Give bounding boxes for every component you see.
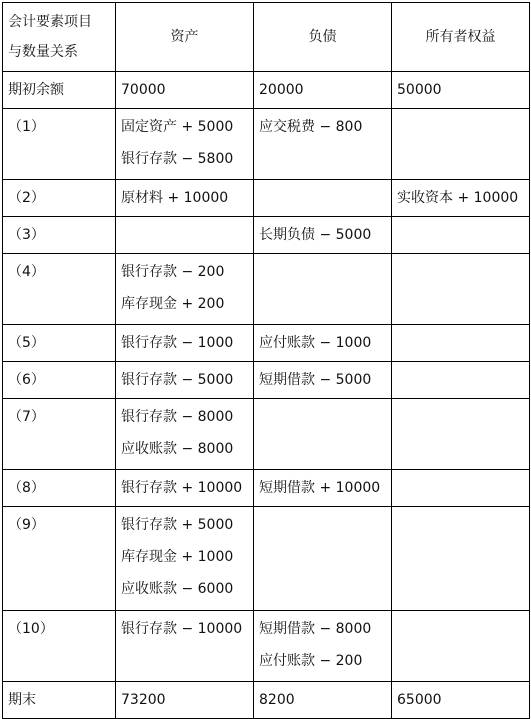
cell-entry: 库存现金 + 1000 (121, 549, 234, 565)
table-row (3, 109, 530, 180)
cell-entry: 银行存款 − 1000 (121, 335, 234, 351)
assets-cell (116, 109, 254, 180)
cell-entry: 银行存款 + 10000 (121, 480, 243, 496)
row-label-cell: （4） (3, 254, 116, 325)
equity-cell (392, 682, 530, 719)
liabilities-cell (254, 72, 392, 109)
cell-entry: 73200 (121, 692, 166, 708)
liabilities-cell (254, 325, 392, 362)
equity-cell (392, 362, 530, 399)
liabilities-cell (254, 109, 392, 180)
table-row (3, 254, 530, 325)
row-label-cell: 期初余额 (3, 72, 116, 109)
cell-entry: 实收资本 + 10000 (397, 190, 519, 206)
assets-cell (116, 507, 254, 611)
row-label-cell: （1） (3, 109, 116, 180)
row-label-cell: （8） (3, 470, 116, 507)
assets-cell (116, 217, 254, 254)
cell-entry: 50000 (397, 82, 442, 98)
row-label-cell: （9） (3, 507, 116, 611)
assets-cell (116, 254, 254, 325)
cell-entry: 短期借款 + 10000 (259, 480, 381, 496)
row-label-cell: 期末 (3, 682, 116, 719)
cell-entry: 银行存款 − 5000 (121, 372, 234, 388)
cell-entry: 8200 (259, 692, 295, 708)
assets-cell (116, 325, 254, 362)
cell-entry: 应收账款 − 8000 (121, 441, 234, 457)
assets-cell (116, 180, 254, 217)
equity-cell (392, 254, 530, 325)
row-label-cell: （10） (3, 611, 116, 682)
table-body (3, 3, 530, 719)
table-row (3, 362, 530, 399)
cell-entry: 应收账款 − 6000 (121, 581, 234, 597)
liabilities-cell (254, 399, 392, 470)
assets-cell (116, 72, 254, 109)
equity-cell (392, 507, 530, 611)
liabilities-cell (254, 217, 392, 254)
assets-cell (116, 470, 254, 507)
row-label-cell: （5） (3, 325, 116, 362)
liabilities-cell (254, 180, 392, 217)
table-row (3, 180, 530, 217)
liabilities-cell (254, 362, 392, 399)
cell-entry: 65000 (397, 692, 442, 708)
table-row (3, 399, 530, 470)
row-label-cell: （2） (3, 180, 116, 217)
cell-entry: 银行存款 − 8000 (121, 409, 234, 425)
liabilities-cell (254, 611, 392, 682)
assets-cell (116, 682, 254, 719)
liabilities-cell (254, 254, 392, 325)
cell-entry: 银行存款 − 200 (121, 264, 225, 280)
liabilities-cell (254, 470, 392, 507)
cell-entry: 银行存款 − 5800 (121, 151, 234, 167)
cell-entry: 库存现金 + 200 (121, 296, 225, 312)
cell-entry: 银行存款 + 5000 (121, 517, 234, 533)
table-row (3, 682, 530, 719)
row-label-cell: （7） (3, 399, 116, 470)
table-row (3, 611, 530, 682)
header-cell-equity: 所有者权益 (392, 3, 530, 72)
equity-cell (392, 217, 530, 254)
assets-cell (116, 399, 254, 470)
table-row (3, 325, 530, 362)
row-label-cell: （3） (3, 217, 116, 254)
header-cell-liabilities: 负债 (254, 3, 392, 72)
assets-cell (116, 362, 254, 399)
cell-entry: 70000 (121, 82, 166, 98)
table-row (3, 470, 530, 507)
cell-entry: 应交税费 − 800 (259, 119, 363, 135)
accounting-equation-table (2, 2, 530, 719)
cell-entry: 长期负债 − 5000 (259, 227, 372, 243)
liabilities-cell (254, 507, 392, 611)
cell-entry: 短期借款 − 5000 (259, 372, 372, 388)
table-row (3, 217, 530, 254)
header-cell-assets: 资产 (116, 3, 254, 72)
header-item-line-1: 会计要素项目 (8, 14, 92, 30)
header-cell-item (3, 3, 116, 72)
cell-entry: 原材料 + 10000 (121, 190, 229, 206)
equity-cell (392, 325, 530, 362)
assets-cell (116, 611, 254, 682)
cell-entry: 应付账款 − 1000 (259, 335, 372, 351)
table-row (3, 507, 530, 611)
equity-cell (392, 470, 530, 507)
row-label-cell: （6） (3, 362, 116, 399)
equity-cell (392, 399, 530, 470)
cell-entry: 应付账款 − 200 (259, 653, 363, 669)
equity-cell (392, 109, 530, 180)
equity-cell (392, 180, 530, 217)
cell-entry: 短期借款 − 8000 (259, 621, 372, 637)
header-row (3, 3, 530, 72)
liabilities-cell (254, 682, 392, 719)
equity-cell (392, 72, 530, 109)
cell-entry: 20000 (259, 82, 304, 98)
table-row (3, 72, 530, 109)
cell-entry: 银行存款 − 10000 (121, 621, 243, 637)
equity-cell (392, 611, 530, 682)
header-item-line-2: 与数量关系 (8, 44, 78, 60)
cell-entry: 固定资产 + 5000 (121, 119, 234, 135)
